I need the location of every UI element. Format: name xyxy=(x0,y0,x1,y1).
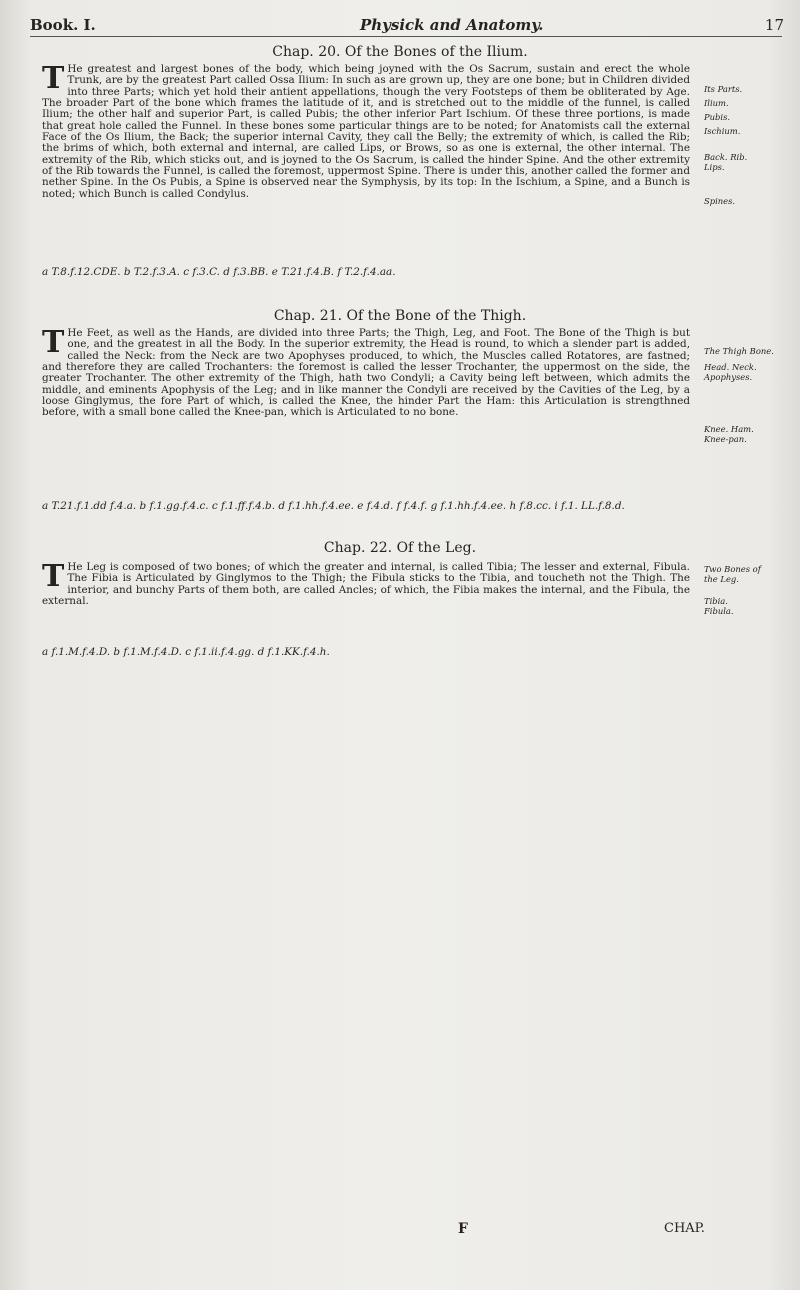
margin-note-pubis: Pubis. xyxy=(704,112,731,122)
chapter-21-text: He Feet, as well as the Hands, are divided into three Parts; the Thigh, Leg, and Foot. The Bone of the Thigh is but one, and the greatest in all the Body. In the superior extremity, the Head is round, to which a slender part is added, called the Neck: from the Neck are two Apophyses produced, to which, the Muscles called Rotatores, are fastned; and therefore they are called Trochanters: the foremost is called the lesser Trochanter, the uppermost on the side, the greater Trochanter. The other extremity of the Thigh, hath two Condyli; a Cavity being left between, which admits the middle, and eminents Apophysis of the Leg; and in like manner the Condyli are received by the Cavities of the Leg, by a loose Ginglymus, the fore Part of which, is called the Knee, the hinder Part the Ham: this Articulation is strengthned before, with a small bone called the Knee-pan, which is Articulated to no bone. xyxy=(42,327,690,419)
chapter-20-title: Chap. 20. Of the Bones of the Ilium. xyxy=(272,44,528,60)
signature-mark: F xyxy=(458,1221,468,1237)
margin-note-head-neck-apophyses: Head. Neck. Apophyses. xyxy=(704,362,757,382)
header-rule xyxy=(30,36,782,37)
margin-note-spines: Spines. xyxy=(704,196,736,206)
drop-cap: T xyxy=(42,559,65,594)
chapter-20-references: a T.8.f.12.CDE. b T.2.f.3.A. c f.3.C. d f.3.BB. e T.21.f.4.B. f T.2.f.4.aa. xyxy=(42,266,396,278)
book-number: Book. I. xyxy=(30,16,96,34)
chapter-22-text: He Leg is composed of two bones; of which the greater and internal, is called Tibia; The lesser and external, Fibula. The Fibia is Articulated by Ginglymos to the Thigh; the Fibula sticks to the Tibia, and toucheth not the Thigh. The interior, and bunchy Parts of them both, are called Ancles; of which, the Fibia makes the internal, and the Fibula, the external. xyxy=(42,561,690,608)
page-number: 17 xyxy=(764,16,784,34)
chapter-20-text: He greatest and largest bones of the body, which being joyned with the Os Sacrum, sustain and erect the whole Trunk, are by the greatest Part called Ossa Ilium: In such as are grown up, they are one bone; but in Children divided into three Parts; which yet hold their antient appellations, though the very Footsteps of them be obliterated by Age. The broader Part of the bone which frames the latitude of it, and is stretched out to the middle of the funnel, is called Ilium; the other half and superior Part, is called Pubis; the other inferior Part Ischium. Of these three portions, is made that great hole called the Funnel. In these bones some particular things are to be noted; for Anatomists call the external Face of the Os Ilium, the Back; the superior internal Cavity, they call the Belly; the extremity of which, is called the Rib; the brims of which, both external and internal, are called Lips, or Brows, so as one is external, the other internal. The extremity of the Rib, which sticks out, and is joyned to the Os Sacrum, is called the hinder Spine. And the other extremity of the Rib towards the Funnel, is called the foremost, uppermost Spine. There is under this, another called the former and nether Spine. In the Os Pubis, a Spine is observed near the Symphysis, by its top: In the Ischium, a Spine, and a Bunch is noted; which Bunch is called Condylus. xyxy=(42,63,690,200)
chapter-21-title: Chap. 21. Of the Bone of the Thigh. xyxy=(273,308,527,324)
chapter-22-references: a f.1.M.f.4.D. b f.1.M.f.4.D. c f.1.ii.f.4.gg. d f.1.KK.f.4.h. xyxy=(42,646,330,658)
margin-note-knee-ham-kneepan: Knee. Ham. Knee-pan. xyxy=(704,424,754,444)
margin-note-two-bones: Two Bones of the Leg. xyxy=(704,564,761,584)
drop-cap: T xyxy=(42,61,65,96)
chapter-21-references: a T.21.f.1.dd f.4.a. b f.1.gg.f.4.c. c f.1.ff.f.4.b. d f.1.hh.f.4.ee. e f.4.d. f f.4.f. g f.1.hh.f.4.ee. h f.8.cc. i f.1. LL.f.8.d. xyxy=(42,500,625,512)
margin-note-its-parts: Its Parts. xyxy=(704,84,743,94)
margin-note-thigh-bone: The Thigh Bone. xyxy=(704,346,774,356)
drop-cap: T xyxy=(42,325,65,360)
running-header xyxy=(30,16,788,38)
chapter-21-body xyxy=(42,325,690,419)
margin-note-tibia-fibula: Tibia. Fibula. xyxy=(704,596,734,616)
chapter-22-title: Chap. 22. Of the Leg. xyxy=(323,540,477,556)
chapter-22-body xyxy=(42,559,690,608)
running-title: Physick and Anatomy. xyxy=(360,16,544,34)
catchword: CHAP. xyxy=(664,1221,705,1236)
margin-note-ilium: Ilium. xyxy=(704,98,729,108)
margin-note-back-rib-lips: Back. Rib. Lips. xyxy=(704,152,748,172)
chapter-20-body xyxy=(42,61,690,200)
margin-note-ischium: Ischium. xyxy=(704,126,741,136)
